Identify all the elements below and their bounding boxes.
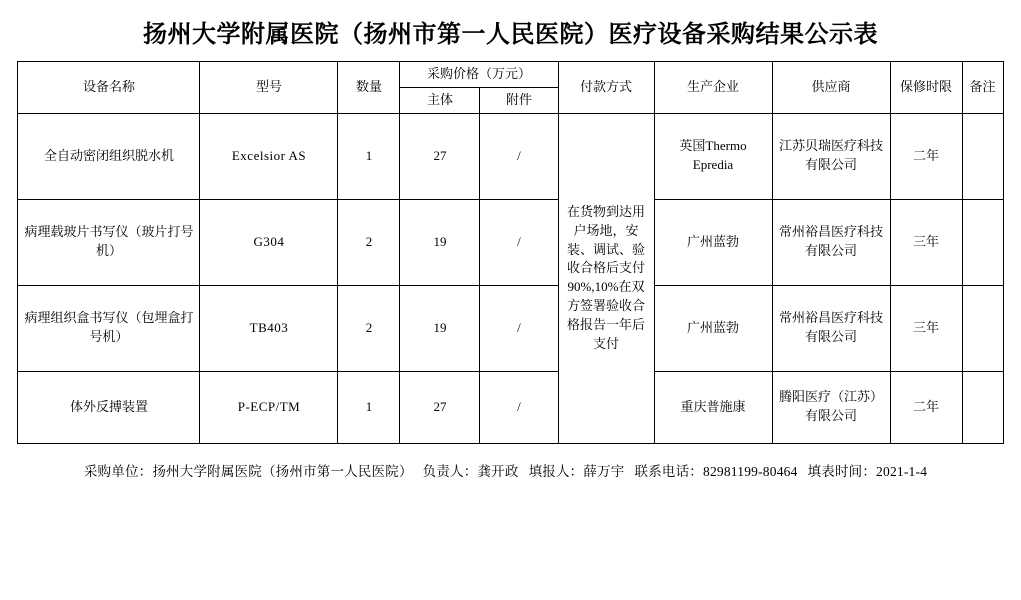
footer-purchaser-value: 扬州大学附属医院（扬州市第一人民医院）	[152, 463, 413, 479]
footer-date-value: 2021-1-4	[876, 463, 928, 479]
header-payment-method: 付款方式	[558, 62, 654, 114]
footer-reporter-label: 填报人：	[528, 463, 584, 479]
cell-manufacturer: 广州蓝勃	[654, 199, 772, 285]
cell-warranty: 三年	[890, 285, 962, 371]
cell-warranty: 三年	[890, 199, 962, 285]
cell-manufacturer: 英国Thermo Epredia	[654, 113, 772, 199]
header-quantity: 数量	[338, 62, 400, 114]
header-purchase-price: 采购价格（万元）	[400, 62, 558, 88]
cell-supplier: 常州裕昌医疗科技有限公司	[772, 199, 890, 285]
header-equipment-name: 设备名称	[18, 62, 200, 114]
cell-supplier: 常州裕昌医疗科技有限公司	[772, 285, 890, 371]
cell-price-main: 19	[400, 199, 480, 285]
cell-warranty: 二年	[890, 113, 962, 199]
cell-equipment-name: 体外反搏装置	[18, 371, 200, 443]
footer-reporter-value: 薛万宇	[583, 463, 625, 479]
cell-price-accessory: /	[480, 285, 558, 371]
footer-purchaser	[84, 464, 413, 479]
cell-remark	[962, 199, 1003, 285]
footer-responsible-value: 龚开政	[477, 463, 519, 479]
footer-contact	[635, 464, 798, 479]
footer-date-label: 填表时间：	[807, 463, 877, 479]
footer-reporter	[529, 464, 625, 479]
cell-supplier: 腾阳医疗（江苏）有限公司	[772, 371, 890, 443]
footer-date	[808, 464, 928, 479]
table-row	[18, 113, 1003, 199]
footer-responsible-label: 负责人：	[422, 463, 478, 479]
procurement-results-table	[17, 61, 1003, 444]
table-row	[18, 285, 1003, 371]
cell-manufacturer: 广州蓝勃	[654, 285, 772, 371]
header-price-main: 主体	[400, 87, 480, 113]
cell-price-accessory: /	[480, 199, 558, 285]
cell-model: P-ECP/TM	[200, 371, 338, 443]
table-row	[18, 199, 1003, 285]
cell-quantity: 2	[338, 199, 400, 285]
cell-equipment-name: 病理组织盒书写仪（包埋盒打号机）	[18, 285, 200, 371]
cell-remark	[962, 113, 1003, 199]
cell-quantity: 2	[338, 285, 400, 371]
cell-price-accessory: /	[480, 371, 558, 443]
cell-quantity: 1	[338, 113, 400, 199]
cell-remark	[962, 285, 1003, 371]
cell-model: G304	[200, 199, 338, 285]
header-model: 型号	[200, 62, 338, 114]
cell-payment-method: 在货物到达用户场地，安装、调试、验收合格后支付90%,10%在双方签署验收合格报告一年后支付	[558, 113, 654, 443]
header-warranty: 保修时限	[890, 62, 962, 114]
header-price-accessory: 附件	[480, 87, 558, 113]
cell-supplier: 江苏贝瑞医疗科技有限公司	[772, 113, 890, 199]
cell-warranty: 二年	[890, 371, 962, 443]
table-row	[18, 371, 1003, 443]
footer-purchaser-label: 采购单位：	[83, 463, 153, 479]
header-remark: 备注	[962, 62, 1003, 114]
cell-price-main: 19	[400, 285, 480, 371]
header-supplier: 供应商	[772, 62, 890, 114]
header-manufacturer: 生产企业	[654, 62, 772, 114]
cell-model: TB403	[200, 285, 338, 371]
table-header-row	[18, 62, 1003, 88]
cell-equipment-name: 病理载玻片书写仪（玻片打号机）	[18, 199, 200, 285]
cell-manufacturer: 重庆普施康	[654, 371, 772, 443]
cell-model: Excelsior AS	[200, 113, 338, 199]
cell-price-main: 27	[400, 371, 480, 443]
footer-contact-value: 82981199-80464	[703, 463, 798, 479]
page-title: 扬州大学附属医院（扬州市第一人民医院）医疗设备采购结果公示表	[143, 22, 878, 48]
cell-price-accessory: /	[480, 113, 558, 199]
footer-info	[18, 444, 1003, 480]
footer-contact-label: 联系电话：	[634, 463, 703, 479]
cell-quantity: 1	[338, 371, 400, 443]
cell-remark	[962, 371, 1003, 443]
cell-price-main: 27	[400, 113, 480, 199]
footer-responsible	[423, 464, 519, 479]
cell-equipment-name: 全自动密闭组织脱水机	[18, 113, 200, 199]
